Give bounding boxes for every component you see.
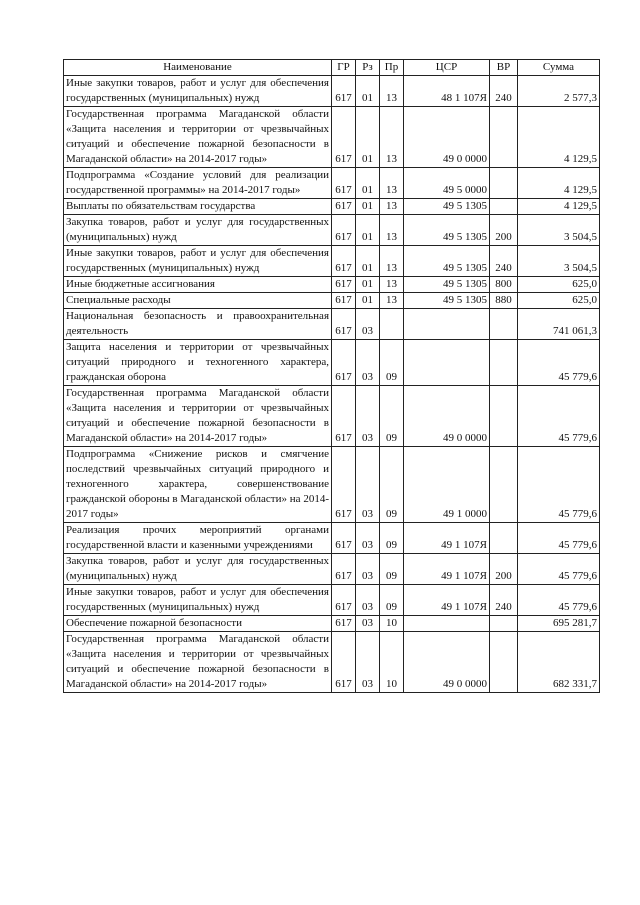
table-row — [64, 107, 600, 168]
cell-name: Иные закупки товаров, работ и услуг для обеспечения государственных (муниципальных) нужд — [64, 76, 332, 107]
cell-rz: 03 — [356, 585, 380, 616]
table-row — [64, 76, 600, 107]
cell-vr: 240 — [490, 76, 518, 107]
cell-rz: 01 — [356, 76, 380, 107]
header-sum: Сумма — [518, 60, 600, 76]
cell-pr: 09 — [380, 585, 404, 616]
cell-csr: 49 0 0000 — [404, 632, 490, 693]
cell-csr: 49 5 1305 — [404, 199, 490, 215]
cell-pr: 09 — [380, 523, 404, 554]
cell-csr: 48 1 107Я — [404, 76, 490, 107]
cell-pr: 10 — [380, 632, 404, 693]
table-header-row — [64, 60, 600, 76]
cell-rz: 03 — [356, 523, 380, 554]
cell-pr: 13 — [380, 215, 404, 246]
cell-vr — [490, 340, 518, 386]
cell-sum: 4 129,5 — [518, 168, 600, 199]
cell-gr: 617 — [332, 386, 356, 447]
cell-sum: 2 577,3 — [518, 76, 600, 107]
cell-sum: 45 779,6 — [518, 340, 600, 386]
table-row — [64, 309, 600, 340]
cell-rz: 03 — [356, 554, 380, 585]
cell-csr: 49 5 1305 — [404, 246, 490, 277]
cell-gr: 617 — [332, 215, 356, 246]
table-row — [64, 616, 600, 632]
cell-name: Закупка товаров, работ и услуг для государственных (муниципальных) нужд — [64, 215, 332, 246]
cell-pr — [380, 309, 404, 340]
cell-sum: 3 504,5 — [518, 246, 600, 277]
header-csr: ЦСР — [404, 60, 490, 76]
cell-name: Подпрограмма «Снижение рисков и смягчение последствий чрезвычайных ситуаций природного и техногенного характера, совершенствование гражданской обороны в Магаданской области» на 2014-2017 годы» — [64, 447, 332, 523]
cell-rz: 03 — [356, 386, 380, 447]
cell-pr: 13 — [380, 76, 404, 107]
cell-csr: 49 5 0000 — [404, 168, 490, 199]
cell-rz: 01 — [356, 168, 380, 199]
cell-gr: 617 — [332, 107, 356, 168]
table-row — [64, 386, 600, 447]
cell-rz: 01 — [356, 107, 380, 168]
table-row — [64, 554, 600, 585]
cell-name: Государственная программа Магаданской области «Защита населения и территории от чрезвычайных ситуаций и обеспечение пожарной безопасности в Магаданской области» на 2014-2017 годы» — [64, 107, 332, 168]
cell-gr: 617 — [332, 585, 356, 616]
cell-gr: 617 — [332, 309, 356, 340]
cell-gr: 617 — [332, 523, 356, 554]
cell-pr: 13 — [380, 293, 404, 309]
header-name: Наименование — [64, 60, 332, 76]
cell-sum: 45 779,6 — [518, 585, 600, 616]
cell-gr: 617 — [332, 76, 356, 107]
cell-sum: 45 779,6 — [518, 554, 600, 585]
cell-rz: 01 — [356, 246, 380, 277]
budget-table — [63, 59, 600, 693]
cell-sum: 682 331,7 — [518, 632, 600, 693]
cell-name: Иные закупки товаров, работ и услуг для обеспечения государственных (муниципальных) нужд — [64, 585, 332, 616]
cell-pr: 09 — [380, 447, 404, 523]
cell-rz: 01 — [356, 277, 380, 293]
cell-vr: 240 — [490, 585, 518, 616]
cell-gr: 617 — [332, 447, 356, 523]
cell-pr: 13 — [380, 277, 404, 293]
cell-vr: 200 — [490, 554, 518, 585]
table-row — [64, 215, 600, 246]
cell-csr: 49 5 1305 — [404, 215, 490, 246]
cell-pr: 13 — [380, 107, 404, 168]
cell-pr: 09 — [380, 554, 404, 585]
cell-gr: 617 — [332, 199, 356, 215]
table-row — [64, 340, 600, 386]
cell-pr: 13 — [380, 246, 404, 277]
cell-rz: 01 — [356, 215, 380, 246]
cell-name: Национальная безопасность и правоохранительная деятельность — [64, 309, 332, 340]
cell-sum: 695 281,7 — [518, 616, 600, 632]
cell-vr: 240 — [490, 246, 518, 277]
cell-vr — [490, 616, 518, 632]
cell-pr: 13 — [380, 199, 404, 215]
cell-rz: 03 — [356, 616, 380, 632]
cell-rz: 03 — [356, 447, 380, 523]
cell-name: Государственная программа Магаданской области «Защита населения и территории от чрезвычайных ситуаций и обеспечение пожарной безопасности в Магаданской области» на 2014-2017 годы» — [64, 386, 332, 447]
cell-csr — [404, 309, 490, 340]
cell-csr: 49 1 0000 — [404, 447, 490, 523]
cell-csr — [404, 616, 490, 632]
cell-name: Государственная программа Магаданской области «Защита населения и территории от чрезвычайных ситуаций и обеспечение пожарной безопасности в Магаданской области» на 2014-2017 годы» — [64, 632, 332, 693]
cell-name: Выплаты по обязательствам государства — [64, 199, 332, 215]
cell-vr — [490, 168, 518, 199]
cell-vr: 800 — [490, 277, 518, 293]
header-vr: ВР — [490, 60, 518, 76]
cell-vr — [490, 107, 518, 168]
cell-sum: 3 504,5 — [518, 215, 600, 246]
cell-name: Иные закупки товаров, работ и услуг для обеспечения государственных (муниципальных) нужд — [64, 246, 332, 277]
table-row — [64, 523, 600, 554]
cell-name: Обеспечение пожарной безопасности — [64, 616, 332, 632]
cell-csr: 49 0 0000 — [404, 107, 490, 168]
cell-vr — [490, 386, 518, 447]
cell-rz: 01 — [356, 293, 380, 309]
cell-name: Подпрограмма «Создание условий для реализации государственной программы» на 2014-2017 годы» — [64, 168, 332, 199]
cell-sum: 625,0 — [518, 293, 600, 309]
table-row — [64, 168, 600, 199]
cell-vr — [490, 523, 518, 554]
table-row — [64, 585, 600, 616]
cell-gr: 617 — [332, 340, 356, 386]
cell-sum: 45 779,6 — [518, 386, 600, 447]
cell-gr: 617 — [332, 168, 356, 199]
header-rz: Рз — [356, 60, 380, 76]
cell-sum: 741 061,3 — [518, 309, 600, 340]
cell-gr: 617 — [332, 246, 356, 277]
table-row — [64, 199, 600, 215]
cell-csr: 49 1 107Я — [404, 585, 490, 616]
table-row — [64, 293, 600, 309]
cell-csr — [404, 340, 490, 386]
table-row — [64, 246, 600, 277]
cell-rz: 01 — [356, 199, 380, 215]
cell-csr: 49 1 107Я — [404, 554, 490, 585]
cell-vr — [490, 309, 518, 340]
cell-gr: 617 — [332, 616, 356, 632]
cell-sum: 625,0 — [518, 277, 600, 293]
cell-gr: 617 — [332, 293, 356, 309]
cell-gr: 617 — [332, 554, 356, 585]
cell-csr: 49 5 1305 — [404, 277, 490, 293]
cell-pr: 10 — [380, 616, 404, 632]
table-row — [64, 447, 600, 523]
cell-pr: 13 — [380, 168, 404, 199]
cell-sum: 45 779,6 — [518, 447, 600, 523]
cell-gr: 617 — [332, 277, 356, 293]
cell-rz: 03 — [356, 340, 380, 386]
cell-rz: 03 — [356, 632, 380, 693]
table-row — [64, 632, 600, 693]
header-pr: Пр — [380, 60, 404, 76]
cell-name: Реализация прочих мероприятий органами государственной власти и казенными учреждениями — [64, 523, 332, 554]
cell-vr — [490, 447, 518, 523]
cell-pr: 09 — [380, 386, 404, 447]
cell-name: Специальные расходы — [64, 293, 332, 309]
cell-name: Иные бюджетные ассигнования — [64, 277, 332, 293]
cell-rz: 03 — [356, 309, 380, 340]
header-gr: ГР — [332, 60, 356, 76]
cell-sum: 4 129,5 — [518, 199, 600, 215]
cell-vr — [490, 199, 518, 215]
cell-vr: 880 — [490, 293, 518, 309]
cell-name: Закупка товаров, работ и услуг для государственных (муниципальных) нужд — [64, 554, 332, 585]
cell-vr — [490, 632, 518, 693]
cell-csr: 49 5 1305 — [404, 293, 490, 309]
cell-vr: 200 — [490, 215, 518, 246]
cell-gr: 617 — [332, 632, 356, 693]
cell-pr: 09 — [380, 340, 404, 386]
cell-sum: 45 779,6 — [518, 523, 600, 554]
cell-name: Защита населения и территории от чрезвычайных ситуаций природного и техногенного характера, гражданская оборона — [64, 340, 332, 386]
cell-csr: 49 1 107Я — [404, 523, 490, 554]
cell-csr: 49 0 0000 — [404, 386, 490, 447]
cell-sum: 4 129,5 — [518, 107, 600, 168]
table-row — [64, 277, 600, 293]
